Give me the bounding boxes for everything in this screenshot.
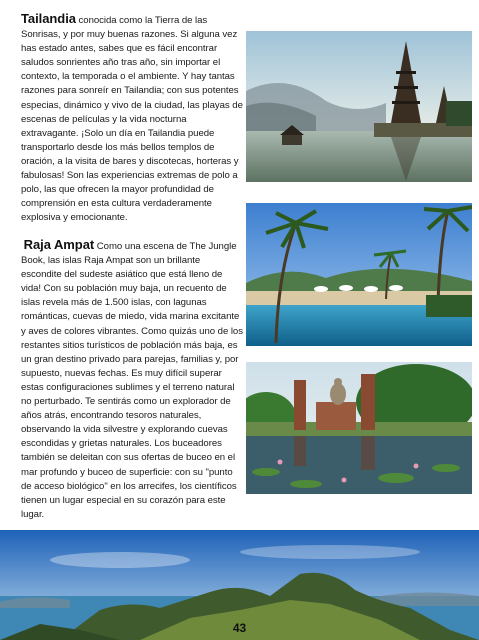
page-number: 43 [232, 621, 247, 635]
temple-lake-illustration [246, 31, 472, 182]
temple-lake-photo [246, 31, 472, 182]
temple-ruins-illustration [246, 362, 472, 494]
resort-pool-photo [246, 203, 472, 346]
thailand-heading: Tailandia [21, 11, 76, 26]
raja-ampat-heading: Raja Ampat [23, 237, 95, 252]
raja-ampat-section [21, 238, 243, 522]
thailand-body: conocida como la Tierra de las Sonrisas, y por muy buenas razones. Si alguna vez has estado antes, sabes que es fácil encontrar saludos sonrientes año tras año, sin importar el contexto, la temporada o el ambiente. Y hay tantas razones para sonreír en Tailandia; con sus potentes especias, dinámico y vivo de la ciudad, las playas de escenas de películas y la vida nocturna extravagante. ¡Solo un día en Tailandia puede transportarlo desde los más bellos templos de oración, a la visita de bares y discotecas, horteras y fabulosas! Son las experiencias extremas de polo a polo, las que ofrecen la mayor profundidad de comprensión en esta cultura verdaderamente explosiva y emocionante. [21, 15, 243, 224]
resort-pool-illustration [246, 203, 472, 346]
temple-ruins-photo [246, 362, 472, 494]
raja-ampat-body: Como una escena de The Jungle Book, las islas Raja Ampat son un brillante escondite del sudeste asiático que está lleno de vida! Con su población muy baja, un recuento de islas revela más de 1.500 islas, con lagunas románticas, cuevas de miedo, vida marina excitante y aves de colores vibrantes. Como quizás uno de los restantes sitios turísticos de población más baja, es un gran destino privado para parejas, familias y, por supuesto, nuevas fechas. Es muy difícil superar estas configuraciones sublimes y el terreno natural no perturbado. Te sentirás como un explorador de años atrás, encontrando tesoros naturales, observando la vida silvestre y explorando cuevas escondidas y grietas naturales. Los buceadores también se deleitan con sus ofertas de buceo en el mar profundo y buceo de superficie: con su "punto de acceso biológico" en los arrecifes, los científicos tienen un lugar especial en su corazón para este lugar. [21, 241, 243, 520]
thailand-section [21, 12, 243, 225]
thailand-paragraph [21, 12, 243, 225]
raja-ampat-paragraph [21, 238, 243, 522]
